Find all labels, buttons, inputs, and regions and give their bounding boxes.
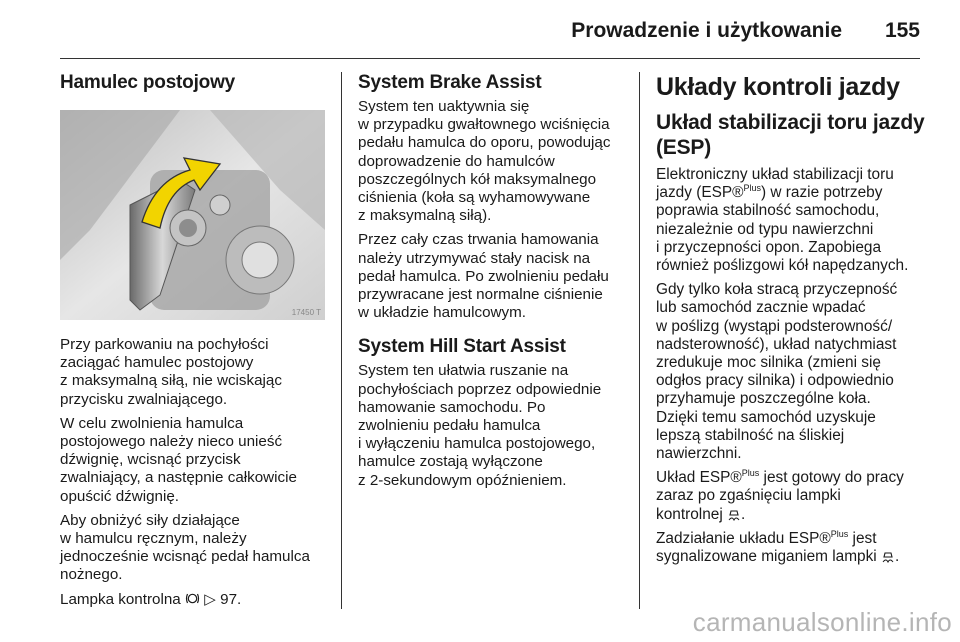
paragraph: Przez cały czas trwania hamowania należy utrzymywać stały nacisk na pedał hamulca. Po zwolnieniu pedału przywracane jest normalne ciśnienie w układzie hamulcowym. [358,231,609,322]
paragraph-text: Lampka kontrolna [60,590,181,608]
section-heading-hill-start-assist: System Hill Start Assist [358,336,566,358]
page-number: 155 [884,19,920,42]
paragraph [656,530,926,566]
superscript-plus: Plus [743,183,761,194]
paragraph: Gdy tylko koła stracą przyczepność lub samochód zacznie wpadać w poślizg (wystąpi podsterowność/ nadsterowność), układ natychmiast zredukuje moc silnika (zmieni się odgłos pracy silnika) i odpowiednio przyhamuje poszczególne koła. Dzięki temu samochód uzyskuje lepszą stabilność na śliskiej nawierzchni. [656,281,898,463]
superscript-plus: Plus [741,468,760,479]
paragraph: System ten ułatwia ruszanie na pochyłościach poprzez odpowiednie hamowanie samochodu. Po zwolnieniu pedału hamulca i wyłączeniu hamulca postojowego, hamulce zostają wyłączone z 2-sekundowym opóźnieniem. [358,362,602,489]
section-heading-brake-assist: System Brake Assist [358,72,542,93]
column-brake-assist [358,72,628,496]
page-reference-arrow-icon: ▷ [204,590,216,608]
paragraph [656,469,926,524]
brake-warning-lamp-icon [185,591,200,606]
paragraph-text: jest sygnalizowane miganiem lampki [656,529,877,566]
watermark: carmanualsonline.info [692,607,952,637]
superscript-plus: Plus [830,528,849,539]
esp-warning-lamp-icon [881,549,895,563]
paragraph-text: . [894,548,900,566]
column-divider [639,72,640,609]
parking-brake-illustration [60,110,325,320]
chapter-heading: Układy kontroli jazdy [656,73,900,101]
header-title: Prowadzenie i użytkowanie [571,19,842,42]
paragraph: W celu zwolnienia hamulca postojowego należy nieco unieść dźwignię, wcisnąć przycisk zwalniający, a następnie całkowicie opuścić dźwignię. [60,414,297,505]
paragraph-text: Układ ESP® [656,469,742,487]
column-driving-control [656,72,926,572]
paragraph-text: Zadziałanie układu ESP® [656,529,831,547]
column-divider [341,72,342,609]
paragraph-text: . [741,505,746,523]
subsection-heading-esp: Układ stabilizacji toru jazdy (ESP) [656,111,925,159]
esp-warning-lamp-icon [727,507,741,521]
header-divider [60,58,920,59]
paragraph-text: ) w razie potrzeby poprawia stabilność samochodu, niezależnie od typu nawierzchni i przyczepności opon. Zapobiega również poślizgowi kół napędzanych. [656,184,909,275]
paragraph-text: jest gotowy do pracy zaraz po zgaśnięciu lampki kontrolnej [656,469,904,523]
page-reference: 97. [220,590,242,608]
page-header [0,0,960,60]
paragraph-warning-lamp [60,591,325,609]
section-heading-parking-brake: Hamulec postojowy [60,72,236,93]
paragraph: Aby obniżyć siły działające w hamulcu ręcznym, należy jednocześnie wcisnąć pedał hamulca nożnego. [60,511,310,584]
paragraph: Przy parkowaniu na pochyłości zaciągać hamulec postojowy z maksymalną siłą, nie wciskając przycisku zwalniającego. [60,336,282,408]
paragraph [656,166,926,275]
column-parking-brake [60,72,325,615]
parking-brake-lever-image [60,110,325,320]
paragraph: System ten uaktywnia się w przypadku gwałtownego wciśnięcia pedału hamulca do oporu, powodując doprowadzenie do hamulców poszczególnych kół maksymalnego ciśnienia (koła są wyhamowywane z maksymalną siłą). [358,98,611,225]
paragraph-text: Elektroniczny układ stabilizacji toru jazdy (ESP® [656,166,894,202]
figure-id: 17450 T [291,308,321,317]
